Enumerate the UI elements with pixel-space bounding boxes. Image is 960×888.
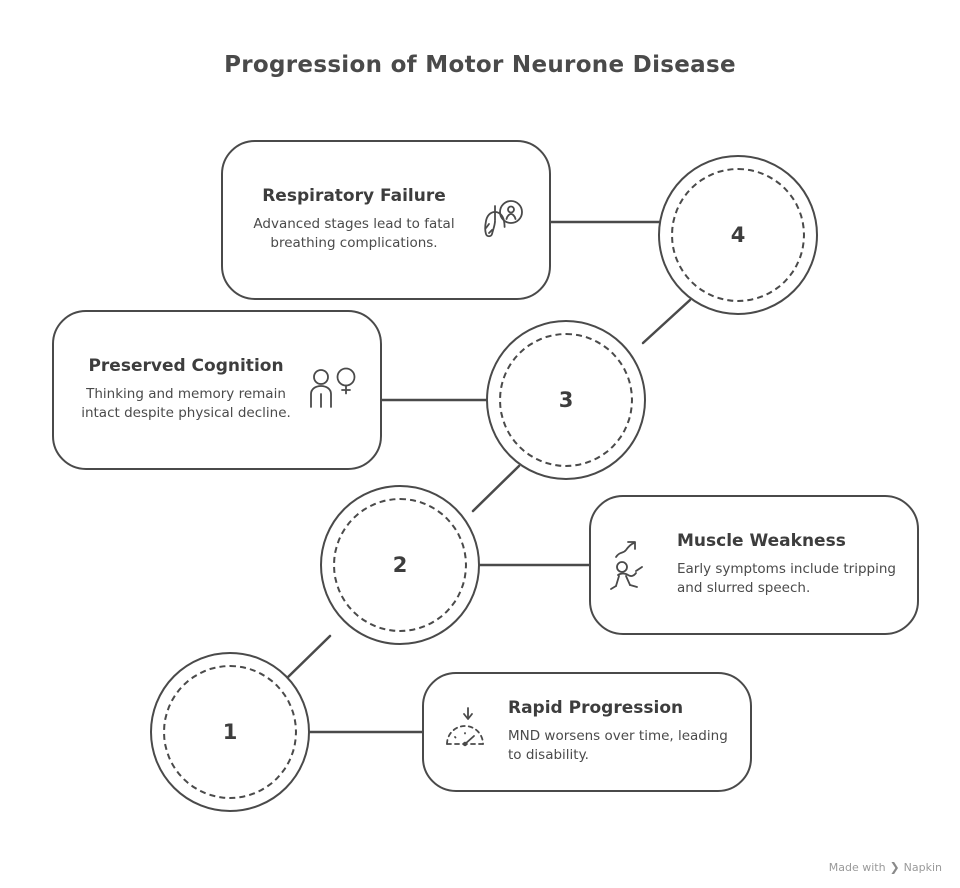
napkin-logo-icon: ❯ (889, 860, 900, 874)
person-thought-icon (302, 359, 366, 421)
step-card-description: Advanced stages lead to fatal breathing complications. (253, 215, 455, 252)
step-card-description: Thinking and memory remain intact despite physical decline. (81, 385, 291, 422)
step-card-title: Preserved Cognition (88, 356, 284, 377)
step-card-description: MND worsens over time, leading to disability. (508, 727, 728, 764)
step-number: 4 (730, 223, 746, 247)
declining-gauge-icon (438, 704, 504, 760)
step-card-description: Early symptoms include tripping and slurred speech. (677, 560, 896, 597)
step-card-2[interactable] (589, 495, 919, 635)
falling-person-icon (605, 533, 671, 597)
step-number: 3 (558, 388, 574, 412)
step-number-circle-1[interactable] (150, 652, 310, 812)
step-card-title: Respiratory Failure (262, 186, 446, 207)
step-number-circle-3[interactable] (486, 320, 646, 480)
step-card-4[interactable] (221, 140, 551, 300)
step-number: 1 (222, 720, 238, 744)
watermark (829, 860, 942, 874)
step-number-circle-2[interactable] (320, 485, 480, 645)
step-card-title: Rapid Progression (508, 698, 684, 719)
step-number: 2 (392, 553, 408, 577)
page-title: Progression of Motor Neurone Disease (224, 52, 736, 78)
watermark-text: Made with (828, 860, 886, 874)
step-card-1[interactable] (422, 672, 752, 792)
step-card-3[interactable] (52, 310, 382, 470)
lungs-icon (469, 190, 531, 250)
watermark-brand: Napkin (903, 860, 942, 874)
step-card-title: Muscle Weakness (677, 531, 846, 552)
step-number-circle-4[interactable] (658, 155, 818, 315)
